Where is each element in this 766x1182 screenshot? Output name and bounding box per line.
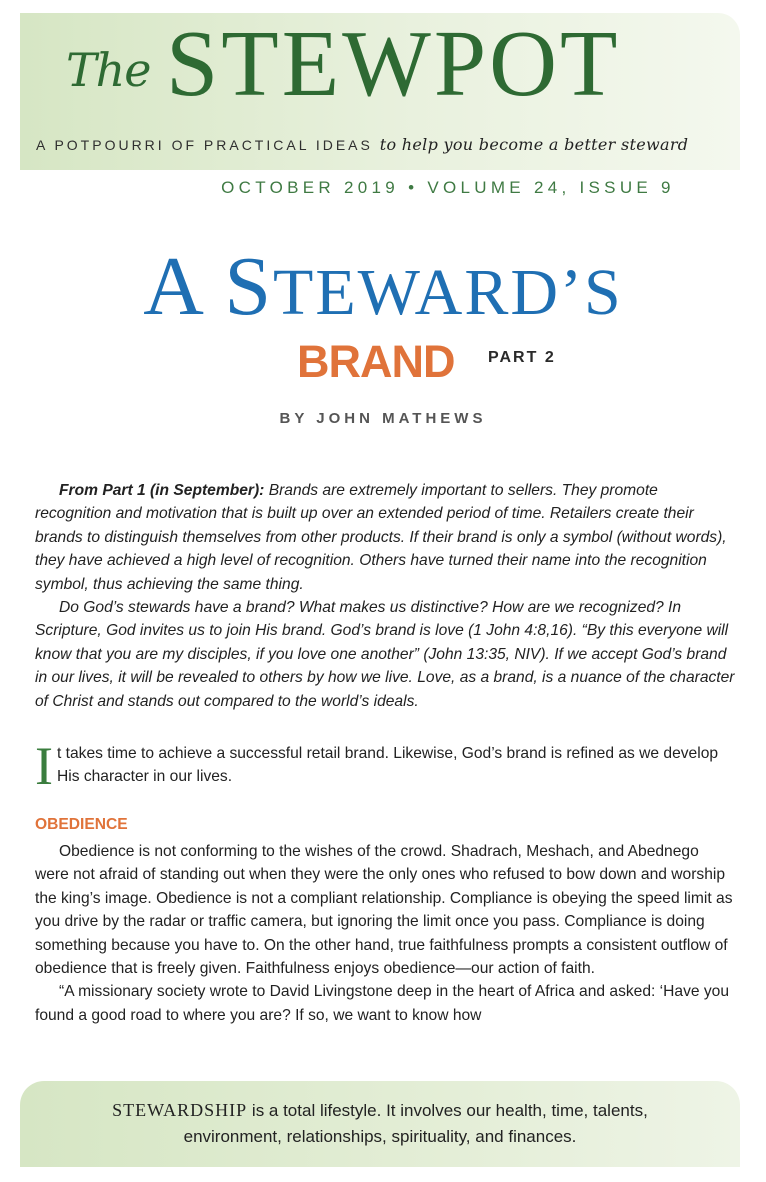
article-subtitle: BRAND — [297, 336, 455, 387]
section-body — [35, 840, 735, 1027]
drop-cap: I — [35, 736, 53, 796]
tagline-script: to help you become a better steward — [379, 135, 689, 154]
section-heading: OBEDIENCE — [35, 816, 128, 833]
masthead-title: STEWPOT — [166, 12, 621, 116]
issue-line: OCTOBER 2019 • VOLUME 24, ISSUE 9 — [221, 178, 675, 197]
footer-line2: environment, relationships, spirituality, and finances. — [183, 1127, 577, 1146]
intro-recap — [35, 479, 735, 713]
lead-text: t takes time to achieve a successful retail brand. Likewise, God’s brand is refined as we develop His character in our lives. — [56, 745, 719, 786]
intro-lead: From Part 1 (in September): — [59, 482, 265, 499]
body-paragraph: Obedience is not conforming to the wishes of the crowd. Shadrach, Meshach, and Abednego were not afraid of standing out when they were the only ones who refused to bow down and worship the king’s image. Obedience is not a compliant relationship. Compliance is obeying the speed limit as you drive by the radar or traffic camera, but ignoring the limit once you pass. Compliance is doing something because you have to. On the other hand, true faithfulness prompts a consistent outflow of obedience that is freely given. Faithfulness enjoys obedience—our action of faith. — [35, 843, 733, 978]
intro-text: Brands are extremely important to sellers. They promote recognition and motivation that is built up over an extended period of time. Retailers create their brands to distinguish themselves from other products. If their brand is only a symbol (without words), they have achieved a high level of recognition. Others have turned their name into the recognition symbol, thus achieving the same thing. — [35, 482, 727, 593]
footer-keyword: STEWARDSHIP — [112, 1100, 248, 1120]
footer-banner — [20, 1081, 740, 1167]
title-cap-s: S — [224, 240, 274, 333]
intro-paragraph-2: Do God’s stewards have a brand? What makes us distinctive? How are we recognized? In Scripture, God invites us to join His brand. God’s brand is love (1 John 4:8,16). “By this everyone will know that you are my disciples, if you love one another” (John 13:35, NIV). If we accept God’s brand in our lives, it will be revealed to others by how we live. Love, as a brand, is a nuance of the character of Christ and stands out compared to the world’s ideals. — [35, 599, 735, 710]
masthead-tagline — [36, 135, 688, 154]
article-title — [0, 240, 766, 333]
body-paragraph-2: “A missionary society wrote to David Livingstone deep in the heart of Africa and asked: ‘Have you found a good road to where you are? If so, we want to know how — [35, 983, 730, 1024]
masthead — [20, 13, 740, 170]
article-part: PART 2 — [488, 349, 556, 366]
article-byline: BY JOHN MATHEWS — [279, 410, 487, 427]
intro-paragraph — [35, 479, 735, 596]
title-cap-a: A — [143, 240, 202, 333]
footer-line1: is a total lifestyle. It involves our health, time, talents, — [247, 1101, 648, 1120]
masthead-the: The — [66, 43, 151, 97]
tagline-caps: A POTPOURRI OF PRACTICAL IDEAS — [36, 137, 373, 153]
title-smallcaps: TEWARD’S — [273, 256, 623, 329]
lead-paragraph — [35, 736, 735, 796]
